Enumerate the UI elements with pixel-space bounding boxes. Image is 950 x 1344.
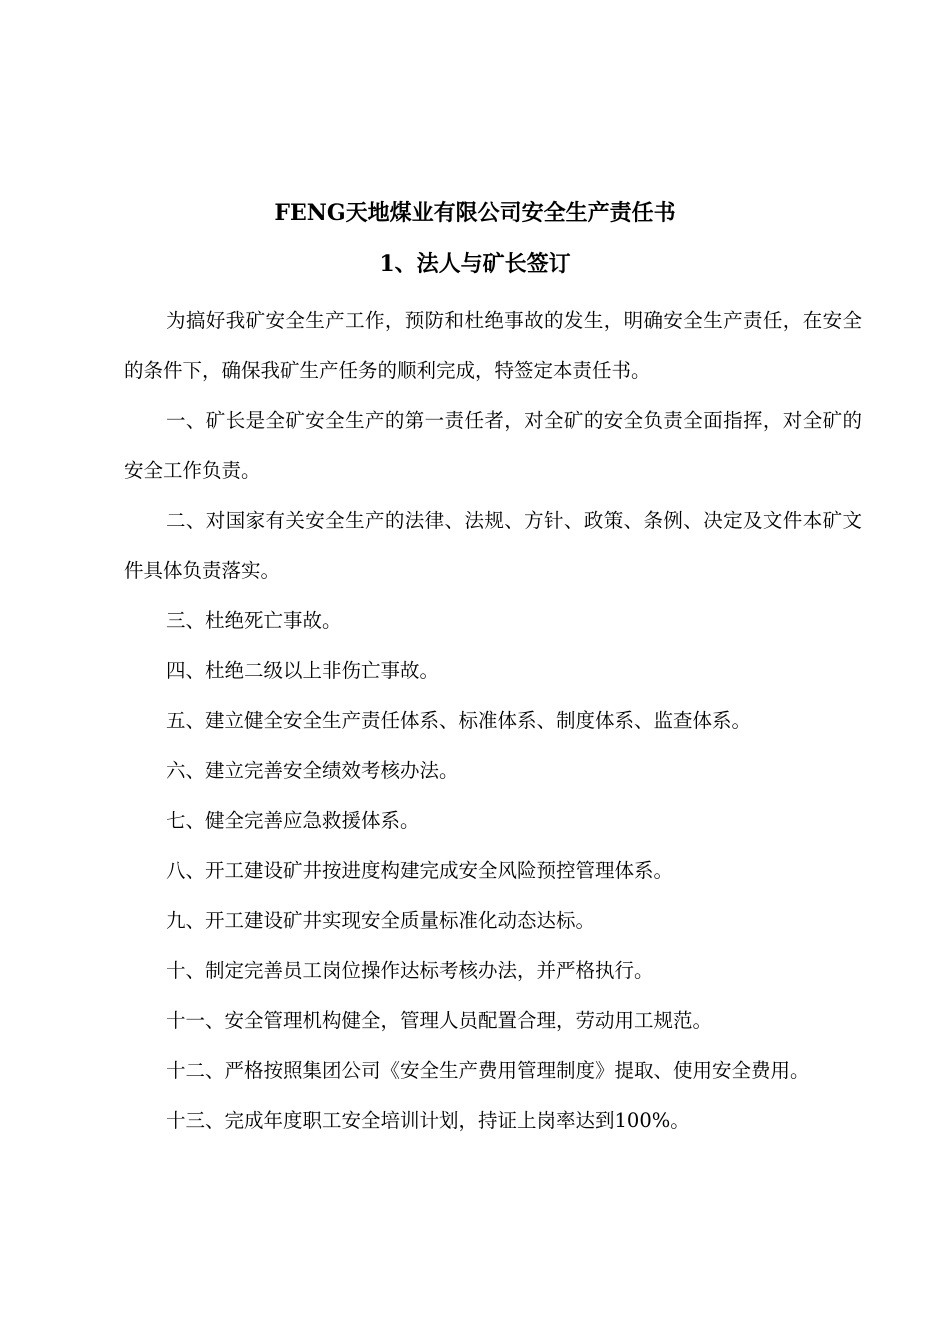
clause-13: 十三、完成年度职工安全培训计划，持证上岗率达到100%。 <box>166 1109 690 1132</box>
clause-10: 十、制定完善员工岗位操作达标考核办法，并严格执行。 <box>166 959 654 982</box>
clause-5: 五、建立健全安全生产责任体系、标准体系、制度体系、监查体系。 <box>166 709 752 732</box>
clause-1: 一、矿长是全矿安全生产的第一责任者，对全矿的安全负责全面指挥，对全矿的安全工作负责。 <box>124 409 862 482</box>
document-subtitle: 1、法人与矿长签订 <box>379 251 571 277</box>
clause-3: 三、杜绝死亡事故。 <box>166 609 342 632</box>
document-body <box>124 296 862 1146</box>
intro-paragraph: 为搞好我矿安全生产工作，预防和杜绝事故的发生，明确安全生产责任，在安全的条件下，确保我矿生产任务的顺利完成，特签定本责任书。 <box>124 309 862 382</box>
clause-9: 九、开工建设矿井实现安全质量标准化动态达标。 <box>166 909 596 932</box>
clause-7: 七、健全完善应急救援体系。 <box>166 809 420 832</box>
clause-11: 十一、安全管理机构健全，管理人员配置合理，劳动用工规范。 <box>166 1009 713 1032</box>
clause-6: 六、建立完善安全绩效考核办法。 <box>166 759 459 782</box>
document-title: FENG天地煤业有限公司安全生产责任书 <box>274 200 676 226</box>
clause-4: 四、杜绝二级以上非伤亡事故。 <box>166 659 440 682</box>
clause-12: 十二、严格按照集团公司《安全生产费用管理制度》提取、使用安全费用。 <box>166 1059 810 1082</box>
clause-2: 二、对国家有关安全生产的法律、法规、方针、政策、条例、决定及文件本矿文件具体负责落实。 <box>124 509 862 582</box>
clause-8: 八、开工建设矿井按进度构建完成安全风险预控管理体系。 <box>166 859 674 882</box>
